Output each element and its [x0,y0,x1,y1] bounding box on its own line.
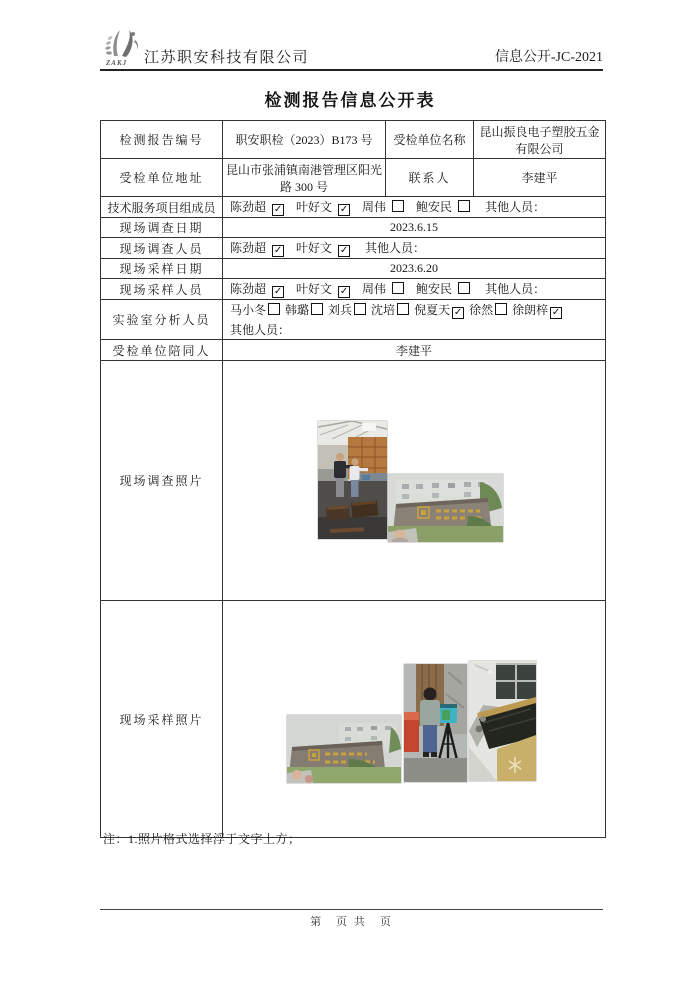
page-header [100,26,603,70]
person-check-item [328,303,366,317]
checkbox-empty-icon [495,303,507,315]
survey-photos-cell [223,361,606,601]
sampling-staff-other-label: 其他人员： [485,282,546,296]
logo-text: ZAKJ [106,59,128,67]
workshop-machine-photo [469,661,536,781]
sampling-staff-label: 现场采样人员 [101,279,223,300]
person-name: 鲍安民 [416,200,453,214]
survey-staff-label: 现场调查人员 [101,238,223,259]
person-check-item [230,303,280,317]
person-name: 叶好文 [296,241,333,255]
survey-staff-checkgroup [230,241,362,255]
survey-staff-other-label: 其他人员： [365,241,426,255]
table-row [101,300,606,340]
checkbox-checked-icon: ✓ [273,204,283,215]
person-name: 周伟 [362,200,387,214]
survey-staff-cell [223,238,606,259]
checkbox-empty-icon [311,303,323,315]
survey-date-value: 2023.6.15 [223,218,606,238]
person-check-item [230,200,284,214]
person-check-item [416,200,470,214]
table-row [101,218,606,238]
survey-date-label: 现场调查日期 [101,218,223,238]
checkbox-checked-icon: ✓ [551,307,561,318]
report-no-label: 检测报告编号 [101,121,223,159]
factory-interior-photo [318,421,387,539]
sampling-staff-checkgroup [230,282,482,296]
company-gate-sign-photo [388,474,503,542]
person-name: 周伟 [362,282,387,296]
checkbox-checked-icon: ✓ [273,245,283,256]
lab-staff-cell [223,300,606,340]
person-name: 马小冬 [230,303,267,317]
report-no-value: 职安职检（2023）B173 号 [223,121,386,159]
sampling-date-label: 现场采样日期 [101,259,223,279]
table-row [101,197,606,218]
table-row [101,238,606,259]
person-name: 叶好文 [296,282,333,296]
sampling-operation-photo [404,664,467,782]
person-name: 刘兵 [328,303,353,317]
checkbox-empty-icon [458,200,470,212]
contact-value: 李建平 [474,159,606,197]
lab-staff-checkgroup [230,301,602,319]
company-gate-sign-photo [287,715,401,783]
checkbox-checked-icon: ✓ [453,307,463,318]
checkbox-checked-icon: ✓ [339,245,349,256]
person-name: 陈劲超 [230,200,267,214]
checkbox-checked-icon: ✓ [339,286,349,297]
person-name: 鲍安民 [416,282,453,296]
escort-value: 李建平 [223,340,606,361]
note-text: 注：1.照片格式选择浮于文字上方； [103,832,301,846]
table-row [101,121,606,159]
person-name: 韩璐 [285,303,310,317]
lab-staff-label: 实验室分析人员 [101,300,223,340]
table-row [101,340,606,361]
sampling-photos-cell [223,601,606,838]
unit-name-value: 昆山振良电子塑胶五金有限公司 [474,121,606,159]
unit-address-label: 受检单位地址 [101,159,223,197]
contact-label: 联系人 [386,159,474,197]
checkbox-empty-icon [458,282,470,294]
table-row [101,279,606,300]
person-check-item [371,303,409,317]
escort-label: 受检单位陪同人 [101,340,223,361]
person-check-item [296,200,350,214]
person-name: 徐朗梓 [512,303,549,317]
person-check-item [469,303,507,317]
page-number-text: 第 页 共 页 [310,916,393,928]
person-check-item [296,282,350,296]
person-check-item [362,282,404,296]
team-checkgroup [230,200,482,214]
document-code: 信息公开-JC-2021 [494,50,603,65]
team-label: 技术服务项目组成员 [101,197,223,218]
team-other-label: 其他人员： [485,200,546,214]
checkbox-empty-icon [392,282,404,294]
person-name: 沈培 [371,303,396,317]
person-check-item [512,303,562,317]
disclosure-form-table [100,120,606,838]
sampling-photos-label: 现场采样照片 [101,601,223,838]
person-name: 陈劲超 [230,282,267,296]
team-members-cell [223,197,606,218]
person-check-item [230,282,284,296]
checkbox-checked-icon: ✓ [273,286,283,297]
table-row [101,601,606,838]
person-check-item [296,241,350,255]
checkbox-empty-icon [268,303,280,315]
checkbox-empty-icon [397,303,409,315]
checkbox-empty-icon [354,303,366,315]
header-divider [100,69,603,71]
unit-name-label: 受检单位名称 [386,121,474,159]
sampling-date-value: 2023.6.20 [223,259,606,279]
company-name: 江苏职安科技有限公司 [144,50,310,66]
page-title: 检测报告信息公开表 [264,91,436,110]
person-check-item [362,200,404,214]
survey-photos-label: 现场调查照片 [101,361,223,601]
person-name: 陈劲超 [230,241,267,255]
sampling-staff-cell [223,279,606,300]
person-check-item [230,241,284,255]
table-row [101,259,606,279]
lab-staff-other-label: 其他人员： [230,323,291,337]
person-check-item [285,303,323,317]
person-name: 徐然 [469,303,494,317]
person-name: 倪夏天 [414,303,451,317]
person-check-item [416,282,470,296]
person-check-item [414,303,464,317]
footer-divider [100,909,603,910]
table-row [101,361,606,601]
checkbox-empty-icon [392,200,404,212]
table-row [101,159,606,197]
person-name: 叶好文 [296,200,333,214]
checkbox-checked-icon: ✓ [339,204,349,215]
unit-address-value: 昆山市张浦镇南港管理区阳光路 300 号 [223,159,386,197]
